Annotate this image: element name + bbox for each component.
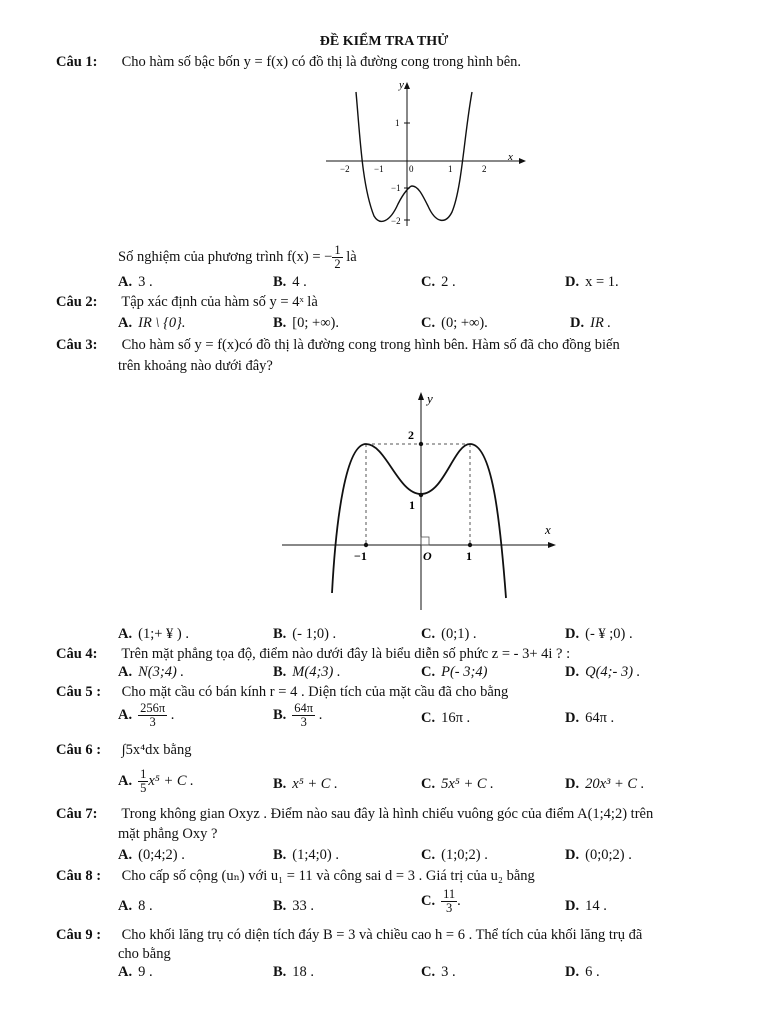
option-b[interactable]	[273, 898, 314, 915]
question-3	[56, 337, 736, 354]
x-axis-label: x	[545, 522, 551, 537]
question-5	[56, 684, 736, 701]
option-letter: D.	[565, 776, 580, 792]
fraction	[138, 702, 167, 729]
origin-label: O	[423, 549, 432, 563]
option-c[interactable]	[421, 315, 488, 332]
option-text: [0; +∞).	[292, 315, 339, 331]
option-letter: D.	[565, 964, 580, 980]
option-a[interactable]	[118, 964, 153, 981]
question-8	[56, 868, 736, 885]
option-text: (1;+ ¥ ) .	[138, 626, 189, 642]
option-text: 5x⁵ + C .	[441, 776, 494, 792]
question-1-sub	[118, 244, 718, 271]
option-letter: C.	[421, 776, 436, 792]
option-text: 9 .	[138, 964, 153, 980]
option-b[interactable]	[273, 847, 339, 864]
question-text: Trong không gian Oxyz . Điểm nào sau đây là hình chiếu vuông góc của điểm A(1;4;2) trên	[121, 806, 654, 822]
question-text: Cho hàm số y = f(x)có đồ thị là đường cong trong hình bên. Hàm số đã cho đồng biến	[121, 337, 620, 353]
quartic-curve	[356, 92, 472, 221]
option-a[interactable]	[118, 626, 189, 643]
tick-label: 1	[409, 498, 415, 512]
option-letter: B.	[273, 626, 287, 642]
tick-label: −2	[391, 216, 401, 226]
question-6	[56, 742, 736, 759]
option-c[interactable]	[421, 626, 477, 643]
option-text: 4 .	[292, 274, 307, 290]
question-9-options	[118, 964, 738, 982]
x-axis-label: x	[508, 151, 513, 163]
function-curve	[332, 444, 506, 598]
tick-label: 2	[482, 164, 487, 174]
question-text: ∫5x⁴dx bằng	[121, 742, 192, 758]
tick-label: 1	[448, 164, 453, 174]
option-letter: C.	[421, 847, 436, 863]
option-letter: D.	[565, 847, 580, 863]
fraction	[138, 768, 148, 795]
question-9-line2	[118, 946, 768, 963]
option-letter: B.	[273, 776, 287, 792]
tick-label: 1	[395, 118, 400, 128]
question-4-options	[118, 664, 738, 682]
option-d[interactable]	[565, 664, 640, 681]
option-b[interactable]	[273, 776, 338, 793]
option-text: (1;4;0) .	[292, 847, 340, 863]
sub-text-end: là	[342, 248, 357, 265]
tick-label: −1	[354, 549, 367, 563]
option-d[interactable]	[565, 710, 614, 727]
option-letter: C.	[421, 964, 436, 980]
question-9	[56, 927, 736, 944]
option-d[interactable]	[565, 776, 644, 793]
option-letter: C.	[421, 710, 436, 726]
option-letter: A.	[118, 964, 133, 980]
question-5-options	[118, 702, 738, 736]
option-b[interactable]	[273, 315, 339, 332]
option-text: 2 .	[441, 274, 456, 290]
question-8-options	[118, 888, 738, 924]
question-number: Câu 9 :	[56, 927, 102, 943]
option-letter: D.	[565, 626, 580, 642]
option-letter: B.	[273, 964, 287, 980]
numerator: 11	[443, 887, 456, 901]
fraction	[292, 702, 315, 729]
option-letter: B.	[273, 315, 287, 331]
option-b[interactable]	[273, 626, 336, 643]
question-3-options	[118, 626, 738, 644]
question-text: Cho khối lăng trụ có diện tích đáy B = 3 và chiều cao h = 6 . Thể tích của khối lăng trụ đã	[121, 927, 643, 943]
question-text: cho bằng	[118, 946, 171, 962]
option-text: 18 .	[292, 964, 315, 980]
numerator: 1	[334, 243, 341, 257]
question-number: Câu 1:	[56, 54, 98, 70]
option-text: x = 1.	[585, 274, 619, 290]
option-letter: A.	[118, 847, 133, 863]
denominator: 2	[334, 257, 341, 271]
option-letter: B.	[273, 664, 287, 680]
option-c[interactable]: C. $\frac{11}{3}$ .	[421, 887, 461, 915]
option-d[interactable]	[570, 315, 611, 332]
option-d[interactable]	[565, 847, 632, 864]
option-b[interactable]	[273, 664, 341, 681]
tick-label: −1	[391, 183, 401, 193]
question-text: trên khoảng nào dưới đây?	[118, 358, 273, 374]
y-axis-label: y	[427, 391, 433, 406]
fraction	[332, 244, 342, 271]
option-d[interactable]	[565, 626, 633, 643]
option-c[interactable]	[421, 847, 488, 864]
question-text: Cho cấp số cộng (uₙ) với u₁ = 11 và công sai d = 3 . Giá trị của u₂ bằng	[121, 868, 535, 884]
option-text: 33 .	[292, 898, 315, 914]
question-number: Câu 5 :	[56, 684, 102, 700]
option-letter: A.	[118, 772, 133, 789]
question-7-line2	[118, 826, 768, 843]
question-text: Trên mặt phẳng tọa độ, điểm nào dưới đây là biểu diễn số phức z = - 3+ 4i ? :	[121, 646, 571, 662]
option-letter: B.	[273, 898, 287, 914]
option-letter: A.	[118, 706, 133, 723]
option-b[interactable]	[273, 274, 307, 291]
option-text: P(- 3;4)	[441, 664, 488, 680]
option-text: (- 1;0) .	[292, 626, 337, 642]
question-number: Câu 3:	[56, 337, 98, 353]
fraction	[441, 888, 457, 915]
tick-label: −2	[340, 164, 350, 174]
option-letter: B.	[273, 847, 287, 863]
option-letter: C.	[421, 892, 436, 909]
question-2-options	[118, 315, 738, 333]
option-letter: B.	[273, 274, 287, 290]
question-number: Câu 8 :	[56, 868, 102, 884]
option-letter: A.	[118, 626, 133, 642]
option-a[interactable]: A. $\frac{256\pi}{3}$ .	[118, 701, 175, 729]
question-1-options	[118, 274, 738, 292]
option-letter: D.	[565, 274, 580, 290]
question-text: Tập xác định của hàm số y = 4ˣ là	[121, 294, 318, 310]
question-text: Cho mặt cầu có bán kính r = 4 . Diện tích của mặt cầu đã cho bằng	[121, 684, 509, 700]
option-letter: D.	[570, 315, 585, 331]
option-text: 64π .	[585, 710, 615, 726]
option-text: x⁵ + C .	[292, 776, 338, 792]
question-3-line2	[118, 358, 768, 375]
option-text: (1;0;2) .	[441, 847, 488, 863]
option-letter: B.	[273, 706, 287, 723]
question-2	[56, 294, 736, 311]
question-text: mặt phẳng Oxy ?	[118, 826, 218, 842]
option-letter: C.	[421, 664, 436, 680]
option-text: 3 .	[138, 274, 153, 290]
option-c[interactable]	[421, 776, 494, 793]
function-graph	[280, 388, 560, 613]
option-d[interactable]	[565, 964, 600, 981]
option-text: 3 .	[441, 964, 456, 980]
denominator: 3	[446, 901, 453, 915]
tick-label: 1	[466, 549, 472, 563]
option-a[interactable]	[118, 898, 153, 915]
option-c[interactable]	[421, 664, 487, 681]
option-d[interactable]	[565, 898, 607, 915]
question-number: Câu 7:	[56, 806, 98, 822]
option-text: M(4;3) .	[292, 664, 341, 680]
option-text: IR \ {0}.	[138, 315, 186, 331]
option-text: 8 .	[138, 898, 153, 914]
option-text: x⁵ + C .	[148, 772, 194, 789]
option-d[interactable]	[565, 274, 619, 291]
option-a[interactable]	[118, 768, 194, 795]
option-text: 14 .	[585, 898, 607, 914]
option-text: IR .	[590, 315, 612, 331]
denominator: 5	[140, 781, 147, 795]
option-letter: D.	[565, 898, 580, 914]
sub-text: Số nghiệm của phương trình f(x) = −	[118, 248, 333, 265]
option-text: Q(4;- 3) .	[585, 664, 641, 680]
option-text: (0;0;2) .	[585, 847, 632, 863]
question-number: Câu 6 :	[56, 742, 102, 758]
tick-label: 0	[409, 164, 414, 174]
option-letter: A.	[118, 898, 133, 914]
option-letter: C.	[421, 626, 436, 642]
page-title: ĐỀ KIỂM TRA THỬ	[319, 34, 449, 49]
option-letter: A.	[118, 274, 133, 290]
option-a[interactable]	[118, 315, 186, 332]
question-text: Cho hàm số bậc bốn y = f(x) có đồ thị là đường cong trong hình bên.	[121, 54, 522, 70]
option-letter: D.	[565, 664, 580, 680]
option-letter: A.	[118, 664, 133, 680]
option-text: (0;1) .	[441, 626, 477, 642]
option-text: N(3;4) .	[138, 664, 185, 680]
numerator: 256π	[140, 701, 166, 715]
option-letter: A.	[118, 315, 133, 331]
option-b[interactable]	[273, 964, 314, 981]
tick-label: 2	[408, 428, 414, 442]
question-number: Câu 4:	[56, 646, 98, 662]
question-1	[56, 54, 736, 71]
question-6-options	[118, 768, 738, 802]
option-text: 20x³ + C .	[585, 776, 645, 792]
numerator: 1	[140, 767, 147, 781]
question-7	[56, 806, 736, 823]
option-c[interactable]	[421, 274, 456, 291]
option-c[interactable]	[421, 710, 470, 727]
numerator: 64π	[294, 701, 314, 715]
option-c[interactable]	[421, 964, 456, 981]
option-text: (- ¥ ;0) .	[585, 626, 633, 642]
option-text: (0; +∞).	[441, 315, 488, 331]
option-a[interactable]	[118, 274, 153, 291]
option-letter: C.	[421, 315, 436, 331]
denominator: 3	[300, 715, 307, 729]
question-7-options	[118, 847, 738, 865]
option-a[interactable]	[118, 847, 185, 864]
option-text: 16π .	[441, 710, 471, 726]
option-letter: D.	[565, 710, 580, 726]
option-b[interactable]: B. $\frac{64\pi}{3}$ .	[273, 701, 323, 729]
option-a[interactable]	[118, 664, 184, 681]
denominator: 3	[149, 715, 156, 729]
question-number: Câu 2:	[56, 294, 98, 310]
option-text: (0;4;2) .	[138, 847, 185, 863]
tick-label: −1	[374, 164, 384, 174]
option-text: 6 .	[585, 964, 600, 980]
question-4	[56, 646, 736, 663]
option-letter: C.	[421, 274, 436, 290]
y-axis-label: y	[399, 79, 404, 91]
quartic-graph	[322, 76, 532, 234]
